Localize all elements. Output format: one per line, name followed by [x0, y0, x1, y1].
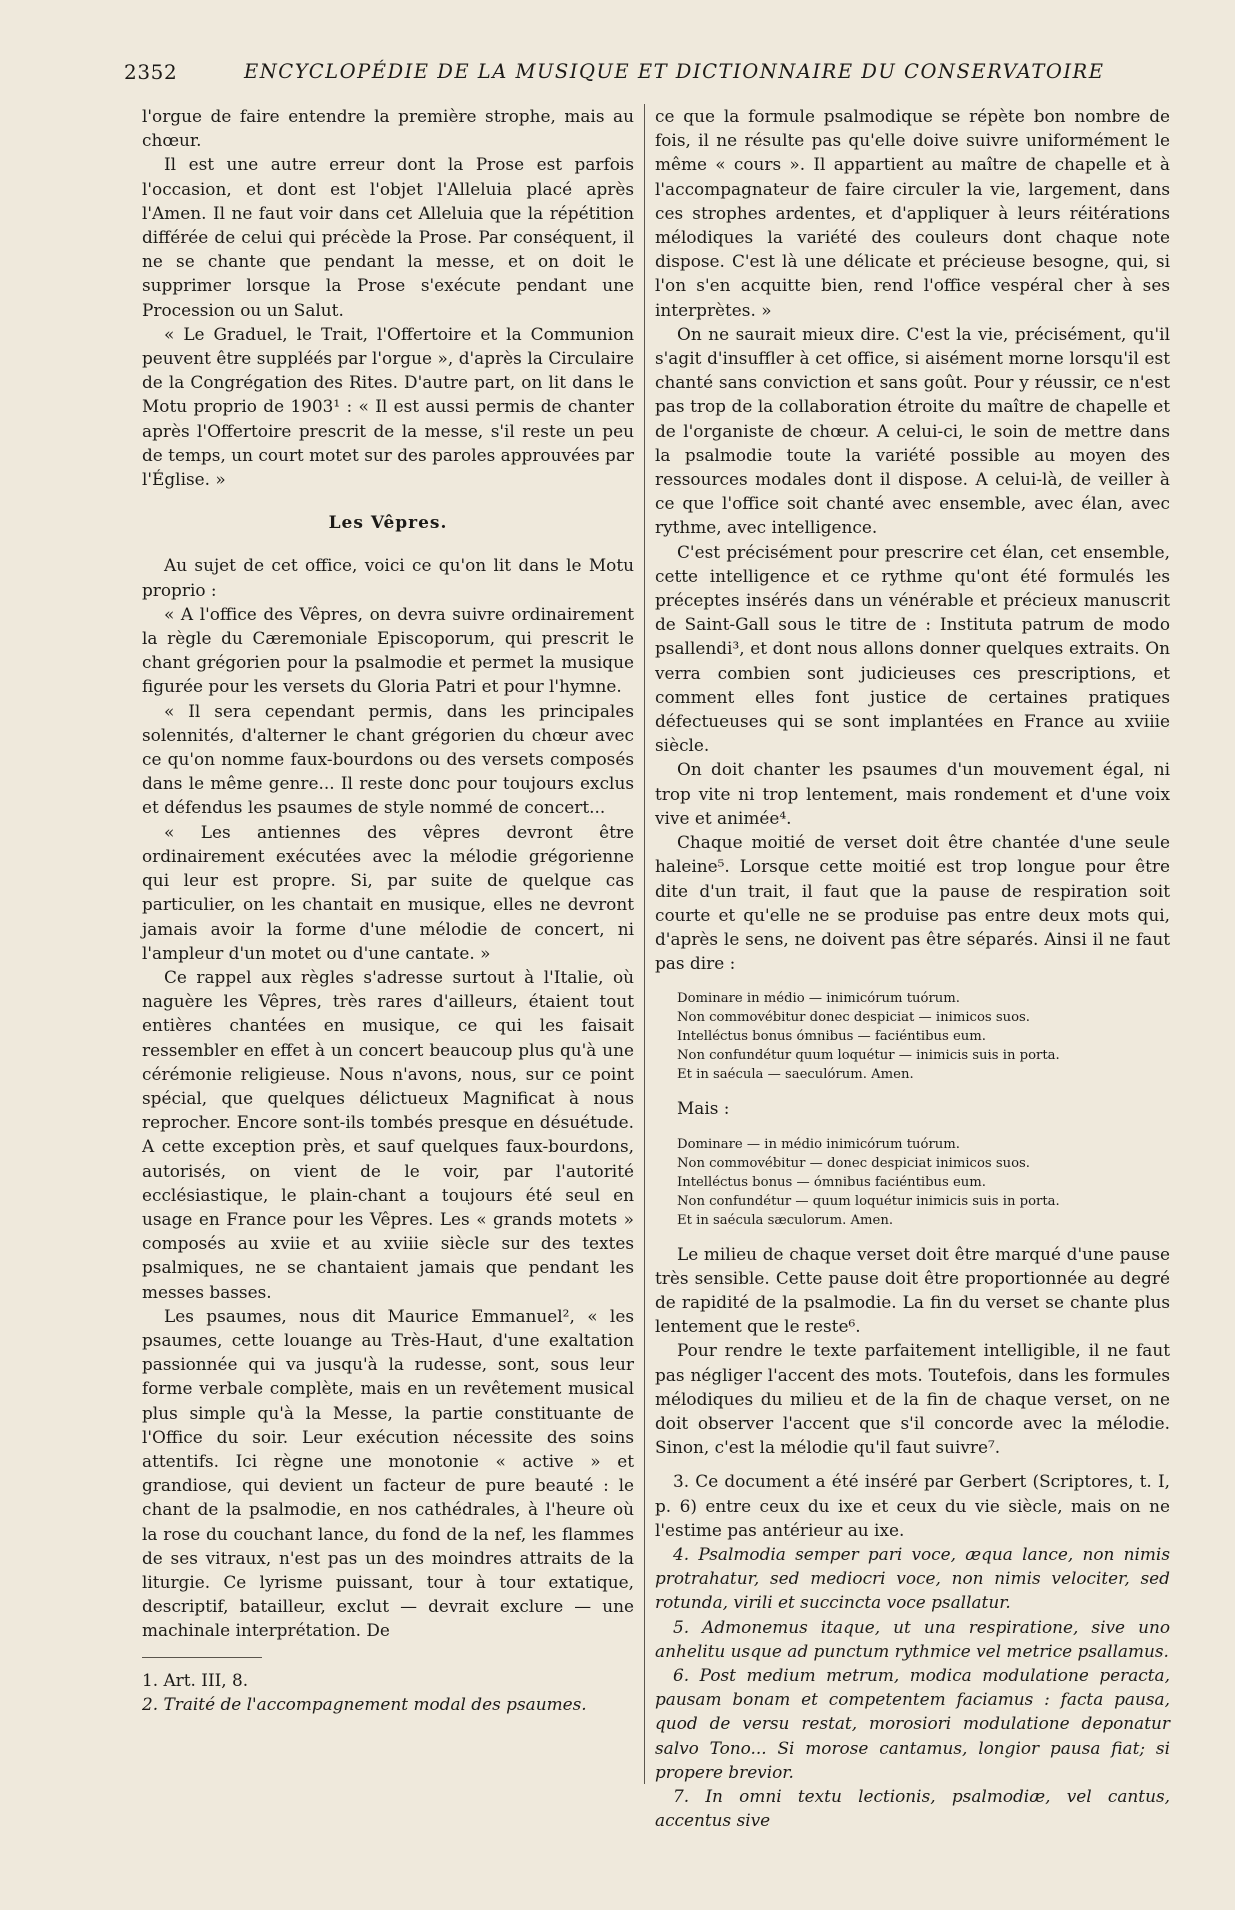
paragraph: C'est précisément pour prescrire cet élan, cet ensemble, cette intelligence et ce rythme qu'ont été formulés les préceptes insérés dans un vénérable et précieux manuscrit de Saint-Gall sous le titre de : Instituta patrum de modo psallendi³, et dont nous allons donner quelques extraits. On verra combien sont judicieuses ces prescriptions, et comment elles font justice de certaines pratiques défectueuses qui se sont implantées en France au xviiie siècle.	[655, 541, 1170, 756]
paragraph: Le milieu de chaque verset doit être marqué d'une pause très sensible. Cette pause doit être proportionnée au degré de rapidité de la psalmodie. La fin du verset se chante plus lentement que le reste⁶.	[655, 1243, 1170, 1337]
psalm-line: Intelléctus bonus ómnibus — faciéntibus eum.	[677, 1029, 986, 1045]
footnote-rule	[142, 1657, 262, 1658]
footnotes	[655, 1469, 1170, 1832]
paragraph: « Les antiennes des vêpres devront être ordinairement exécutées avec la mélodie grégorienne qui leur est propre. Si, par suite de quelque cas particulier, on les chantait en musique, elles ne devront jamais avoir la forme d'une mélodie de concert, ni l'ampleur d'un motet ou d'une cantate. »	[142, 821, 634, 963]
paragraph: Chaque moitié de verset doit être chantée d'une seule haleine⁵. Lorsque cette moitié est trop longue pour être dite d'un trait, il faut que la pause de respiration soit courte et qu'elle ne se produise pas entre deux mots qui, d'après le sens, ne doivent pas être séparés. Ainsi il ne faut pas dire :	[655, 832, 1170, 974]
right-column	[655, 104, 1170, 1832]
psalm-line: Dominare — in médio inimicórum tuórum.	[677, 1136, 960, 1152]
psalm-line: Et in saécula — saeculórum. Amen.	[677, 1067, 914, 1083]
psalm-example-wrong	[677, 989, 1170, 1084]
paragraph: Les psaumes, nous dit Maurice Emmanuel², « les psaumes, cette louange au Très-Haut, d'une exaltation passionnée qui va jusqu'à la rudesse, sont, sous leur forme verbale complète, mais en un revêtement musical plus simple qu'à la Messe, la partie constituante de l'Office du soir. Leur exécution nécessite des soins attentifs. Ici règne une monotonie « active » et grandiose, qui devient un facteur de pure beauté : le chant de la psalmodie, en nos cathédrales, à l'heure où la rose du couchant lance, du fond de la nef, les flammes de ses vitraux, n'est pas un des moindres attraits de la liturgie. Ce lyrisme puissant, tour à tour extatique, descriptif, batailleur, exclut — devrait exclure — une machinale interprétation. De	[142, 1305, 634, 1641]
footnote: 3. Ce document a été inséré par Gerbert (Scriptores, t. I, p. 6) entre ceux du ixe et ceux du vie siècle, mais on ne l'estime pas antérieur au ixe.	[655, 1471, 1170, 1540]
psalm-line: Dominare in médio — inimicórum tuórum.	[677, 991, 960, 1007]
running-head	[120, 56, 1180, 86]
column-divider	[644, 104, 645, 1784]
psalm-line: Non confundétur quum loquétur — inimicis suis in porta.	[677, 1048, 1060, 1064]
footnote: 7. In omni textu lectionis, psalmodiæ, vel cantus, accentus sive	[655, 1785, 1170, 1831]
paragraph: Pour rendre le texte parfaitement intelligible, il ne faut pas négliger l'accent des mots. Toutefois, dans les formules mélodiques du milieu et de la fin de chaque verset, on ne doit observer l'accent que s'il concorde avec la mélodie. Sinon, c'est la mélodie qu'il faut suivre⁷.	[655, 1340, 1170, 1458]
psalm-example-right	[677, 1135, 1170, 1230]
footnote: 5. Admonemus itaque, ut una respiratione, sive uno anhelitu usque ad punctum rythmice vel metrice psallamus.	[655, 1616, 1170, 1661]
paragraph: l'orgue de faire entendre la première strophe, mais au chœur.	[142, 106, 634, 151]
section-heading: Les Vêpres.	[328, 513, 448, 534]
footnote: 2. Traité de l'accompagnement modal des psaumes.	[142, 1693, 587, 1714]
psalm-line: Non confundétur — quum loquétur inimicis suis in porta.	[677, 1193, 1060, 1209]
left-column	[142, 104, 634, 1716]
footnote: 1. Art. III, 8.	[142, 1669, 249, 1690]
footnote: 4. Psalmodia semper pari voce, æqua lance, non nimis protrahatur, sed mediocri voce, non nimis velociter, sed rotunda, virili et succincta voce psallatur.	[655, 1543, 1170, 1613]
paragraph: Au sujet de cet office, voici ce qu'on lit dans le Motu proprio :	[142, 555, 634, 600]
paragraph: ce que la formule psalmodique se répète bon nombre de fois, il ne résulte pas qu'elle doive suivre uniformément le même « cours ». Il appartient au maître de chapelle et à l'accompagnateur de faire circuler la vie, largement, dans ces strophes ardentes, et d'appliquer à leurs réitérations mélodiques la variété des couleurs dont chaque note dispose. C'est là une délicate et précieuse besogne, qui, si l'on s'en acquitte bien, rend l'office vespéral cher à ses interprètes. »	[655, 106, 1170, 320]
page-number: 2352	[124, 60, 178, 84]
paragraph: « Le Graduel, le Trait, l'Offertoire et la Communion peuvent être suppléés par l'orgue », d'après la Circulaire de la Congrégation des Rites. D'autre part, on lit dans le Motu proprio de 1903¹ : « Il est aussi permis de chanter après l'Offertoire prescrit de la messe, s'il reste un peu de temps, un court motet sur des paroles approuvées par l'Église. »	[142, 323, 634, 490]
mais-label: Mais :	[677, 1098, 730, 1119]
footnote: 6. Post medium metrum, modica modulatione peracta, pausam bonam et competentem faciamus : facta pausa, quod de versu restat, morosiori modulatione deponatur salvo Tono... Si morose cantamus, longior pausa fiat; si propere brevior.	[655, 1664, 1170, 1782]
psalm-line: Intelléctus bonus — ómnibus faciéntibus eum.	[677, 1174, 986, 1190]
psalm-line: Non commovébitur donec despiciat — inimicos suos.	[677, 1010, 1031, 1026]
paragraph: « A l'office des Vêpres, on devra suivre ordinairement la règle du Cæremoniale Episcoporum, qui prescrit le chant grégorien pour la psalmodie et permet la musique figurée pour les versets du Gloria Patri et pour l'hymne.	[142, 603, 634, 697]
paragraph: Il est une autre erreur dont la Prose est parfois l'occasion, et dont est l'objet l'Alleluia placé après l'Amen. Il ne faut voir dans cet Alleluia que la répétition différée de celui qui précède la Prose. Par conséquent, il ne se chante que pendant la messe, et on doit le supprimer lorsque la Prose s'exécute pendant une Procession ou un Salut.	[142, 154, 634, 320]
psalm-line: Non commovébitur — donec despiciat inimicos suos.	[677, 1155, 1031, 1171]
paragraph: On doit chanter les psaumes d'un mouvement égal, ni trop vite ni trop lentement, mais rondement et d'une voix vive et animée⁴.	[655, 759, 1170, 828]
paragraph: « Il sera cependant permis, dans les principales solennités, d'alterner le chant grégorien du chœur avec ce qu'on nomme faux-bourdons ou des versets composés dans le même genre... Il reste donc pour toujours exclus et défendus les psaumes de style nommé de concert...	[142, 700, 634, 818]
running-title: ENCYCLOPÉDIE DE LA MUSIQUE ET DICTIONNAIRE DU CONSERVATOIRE	[244, 60, 1105, 83]
psalm-line: Et in saécula sæculorum. Amen.	[677, 1212, 894, 1228]
paragraph: Ce rappel aux règles s'adresse surtout à l'Italie, où naguère les Vêpres, très rares d'ailleurs, étaient tout entières chantées en musique, ce qui les faisait ressembler en effet à un concert beaucoup plus qu'à une cérémonie religieuse. Nous n'avons, nous, sur ce point spécial, que quelques délictueux Magnificat à nous reprocher. Encore sont-ils tombés presque en désuétude. A cette exception près, et sauf quelques faux-bourdons, autorisés, on vient de le voir, par l'autorité ecclésiastique, le plain-chant a toujours été seul en usage en France pour les Vêpres. Les « grands motets » composés au xviie et au xviiie siècle sur des textes psalmiques, ne se chantaient jamais que pendant les messes basses.	[142, 966, 634, 1302]
paragraph: On ne saurait mieux dire. C'est la vie, précisément, qu'il s'agit d'insuffler à cet office, si aisément morne lorsqu'il est chanté sans conviction et sans goût. Pour y réussir, ce n'est pas trop de la collaboration étroite du maître de chapelle et de l'organiste de chœur. A celui-ci, le soin de mettre dans la psalmodie toute la variété possible au moyen des ressources modales dont il dispose. A celui-là, de veiller à ce que l'office soit chanté avec ensemble, avec élan, avec rythme, avec intelligence.	[655, 323, 1170, 538]
